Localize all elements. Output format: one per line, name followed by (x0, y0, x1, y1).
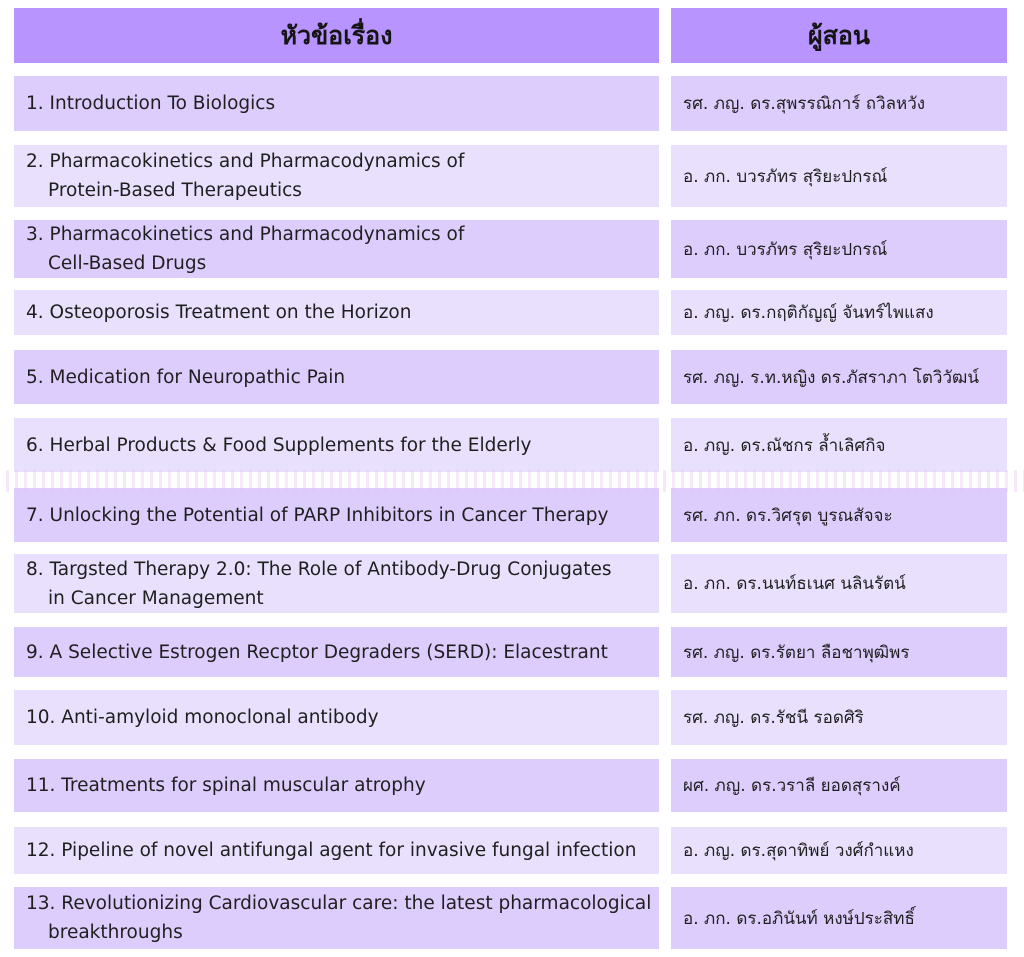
topic-cell (14, 488, 659, 542)
topic-cell (14, 418, 659, 472)
topic-line-1: 3. Pharmacokinetics and Pharmacodynamics of (26, 224, 465, 245)
topic-line-1: 9. A Selective Estrogen Recptor Degraders (SERD): Elacestrant (26, 641, 608, 663)
topic-cell (14, 759, 659, 812)
speaker-cell: อ. ภญ. ดร.สุดาทิพย์ วงศ์กำแหง (671, 827, 1007, 874)
topic-cell (14, 145, 659, 207)
topic-text (26, 836, 636, 865)
topic-line-1: 12. Pipeline of novel antifungal agent for invasive fungal infection (26, 840, 637, 861)
topic-line-1: 1. Introduction To Biologics (26, 93, 276, 114)
speaker-cell: อ. ภก. บวรภัทร สุริยะปกรณ์ (671, 145, 1007, 207)
topic-text (26, 220, 464, 278)
topic-text (26, 638, 608, 667)
topic-text (26, 431, 531, 460)
speaker-cell: รศ. ภญ. ดร.รัตยา ลือชาพุฒิพร (671, 627, 1007, 677)
topic-text (26, 89, 275, 118)
topic-cell (14, 290, 659, 335)
topic-text (26, 771, 426, 800)
topic-line-1: 8. Targsted Therapy 2.0: The Role of Antibody-Drug Conjugates (26, 558, 612, 580)
speaker-cell: ผศ. ภญ. ดร.วราลี ยอดสุรางค์ (671, 759, 1007, 812)
speaker-cell: รศ. ภญ. ดร.สุพรรณิการ์ ถวิลหวัง (671, 76, 1007, 131)
topic-line-1: 11. Treatments for spinal muscular atrophy (26, 775, 426, 796)
speaker-cell: อ. ภก. บวรภัทร สุริยะปกรณ์ (671, 220, 1007, 278)
speaker-cell: รศ. ภญ. ดร.รัชนี รอดศิริ (671, 690, 1007, 745)
header-topic: หัวข้อเรื่อง (14, 8, 659, 63)
topic-cell (14, 220, 659, 278)
topic-cell (14, 554, 659, 613)
topic-text (26, 501, 608, 530)
topic-line-1: 4. Osteoporosis Treatment on the Horizon (26, 302, 412, 323)
speaker-cell: รศ. ภญ. ร.ท.หญิง ดร.ภัสราภา โตวิวัฒน์ (671, 350, 1007, 404)
topic-text (26, 703, 379, 732)
topic-line-1: 7. Unlocking the Potential of PARP Inhibitors in Cancer Therapy (26, 504, 609, 526)
topic-cell (14, 627, 659, 677)
topic-line-1: 2. Pharmacokinetics and Pharmacodynamics of (26, 151, 465, 172)
topic-cell (14, 76, 659, 131)
topic-line-1: 10. Anti-amyloid monoclonal antibody (26, 707, 379, 728)
speaker-cell: อ. ภญ. ดร.ณัชกร ล้ำเลิศกิจ (671, 418, 1007, 472)
topic-line-1: 5. Medication for Neuropathic Pain (26, 366, 346, 388)
topic-cell (14, 827, 659, 874)
topic-text (26, 363, 345, 392)
topic-line-2: in Cancer Management (48, 587, 264, 609)
topic-cell (14, 350, 659, 404)
speaker-cell: รศ. ภก. ดร.วิศรุต บูรณสัจจะ (671, 488, 1007, 542)
speaker-cell: อ. ภก. ดร.อภินันท์ หงษ์ประสิทธิ์ (671, 887, 1007, 949)
topic-line-2: breakthroughs (48, 922, 183, 943)
topic-line-2: Protein-Based Therapeutics (48, 180, 302, 201)
speaker-cell: อ. ภก. ดร.นนท์ธเนศ นลินรัตน์ (671, 554, 1007, 613)
topic-text (26, 555, 612, 613)
topic-text (26, 147, 464, 205)
topic-text (26, 889, 651, 947)
topic-line-2: Cell-Based Drugs (48, 253, 207, 274)
topic-line-1: 13. Revolutionizing Cardiovascular care: the latest pharmacological (26, 893, 652, 914)
topic-cell (14, 887, 659, 949)
header-speaker: ผู้สอน (671, 8, 1007, 63)
topic-line-1: 6. Herbal Products & Food Supplements for the Elderly (26, 434, 532, 456)
topic-cell (14, 690, 659, 745)
topic-text (26, 298, 411, 327)
speaker-cell: อ. ภญ. ดร.กฤติกัญญ์ จันทร์ไพแสง (671, 290, 1007, 335)
